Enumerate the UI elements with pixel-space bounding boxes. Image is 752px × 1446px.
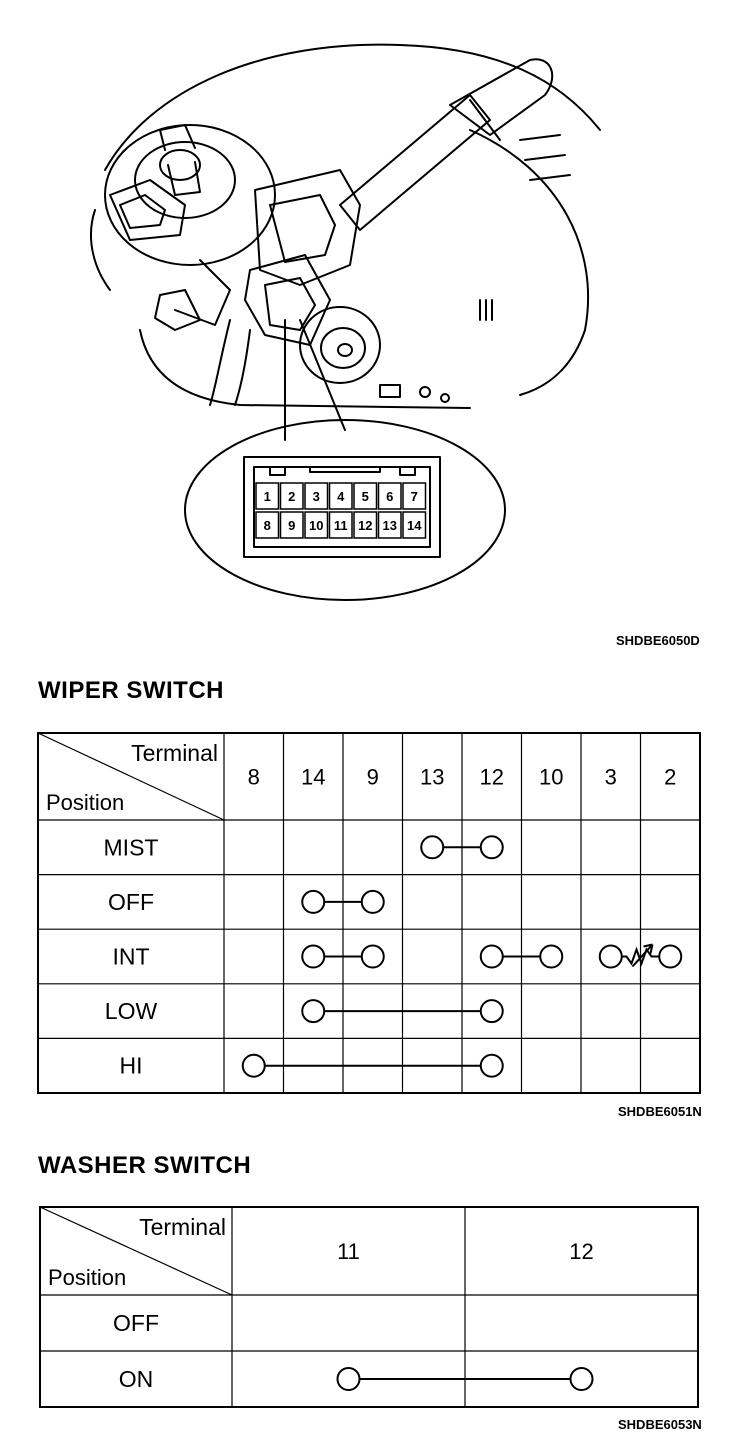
terminal-label: 12 (569, 1239, 594, 1264)
terminal-label: 8 (247, 764, 260, 790)
position-label: ON (118, 1366, 154, 1392)
connector-terminal-label: 1 (263, 489, 271, 504)
connector-terminal-label: 6 (386, 489, 394, 504)
terminal-label: 9 (366, 764, 379, 790)
washer-code: SHDBE6053N (618, 1417, 702, 1432)
header-terminal-label: Terminal (139, 1214, 226, 1240)
connector-terminal-label: 2 (288, 489, 296, 504)
terminal-node (243, 1055, 265, 1077)
wiper-switch-title: WIPER SWITCH (38, 677, 224, 704)
position-label: OFF (108, 888, 154, 915)
wiper-code: SHDBE6051N (618, 1104, 702, 1119)
position-label: INT (112, 943, 150, 970)
position-label: MIST (103, 834, 159, 861)
terminal-node (481, 1055, 503, 1077)
terminal-node (421, 836, 443, 858)
terminal-node (338, 1368, 360, 1390)
washer-switch-title: WASHER SWITCH (38, 1152, 252, 1179)
position-label: HI (119, 1052, 143, 1079)
terminal-node (481, 1000, 503, 1022)
connector-terminal-label: 14 (407, 518, 422, 533)
connector-terminal-label: 8 (263, 518, 271, 533)
connector-terminal-label: 4 (337, 489, 345, 504)
terminal-label: 13 (420, 764, 445, 790)
header-position-label: Position (48, 1265, 127, 1290)
terminal-node (481, 946, 503, 968)
position-label: LOW (104, 998, 158, 1025)
terminal-label: 3 (604, 764, 617, 790)
terminal-node (540, 946, 562, 968)
position-label: OFF (113, 1310, 159, 1336)
connector-terminal-label: 5 (361, 489, 369, 504)
terminal-node (302, 946, 324, 968)
connector-terminal-label: 9 (288, 518, 296, 533)
terminal-label: 11 (337, 1239, 360, 1264)
terminal-label: 12 (479, 764, 504, 790)
connector-terminal-label: 7 (410, 489, 418, 504)
terminal-node (481, 836, 503, 858)
connector-terminal-label: 13 (382, 518, 397, 533)
terminal-node (571, 1368, 593, 1390)
terminal-node (362, 946, 384, 968)
terminal-node (362, 891, 384, 913)
connector-terminal-label: 12 (358, 518, 373, 533)
terminal-label: 10 (539, 764, 564, 790)
connector-terminal-label: 10 (309, 518, 324, 533)
washer-table (40, 1207, 698, 1407)
connector-terminal-label: 11 (333, 518, 348, 533)
figure1-code: SHDBE6050D (616, 633, 700, 648)
header-position-label: Position (46, 790, 125, 815)
terminal-node (302, 1000, 324, 1022)
terminal-node (600, 946, 622, 968)
terminal-node (659, 946, 681, 968)
terminal-label: 14 (301, 764, 326, 790)
wiper-table (38, 733, 700, 1093)
terminal-node (302, 891, 324, 913)
connector-terminal-label: 3 (312, 489, 320, 504)
header-terminal-label: Terminal (131, 740, 218, 766)
terminal-label: 2 (664, 764, 677, 790)
